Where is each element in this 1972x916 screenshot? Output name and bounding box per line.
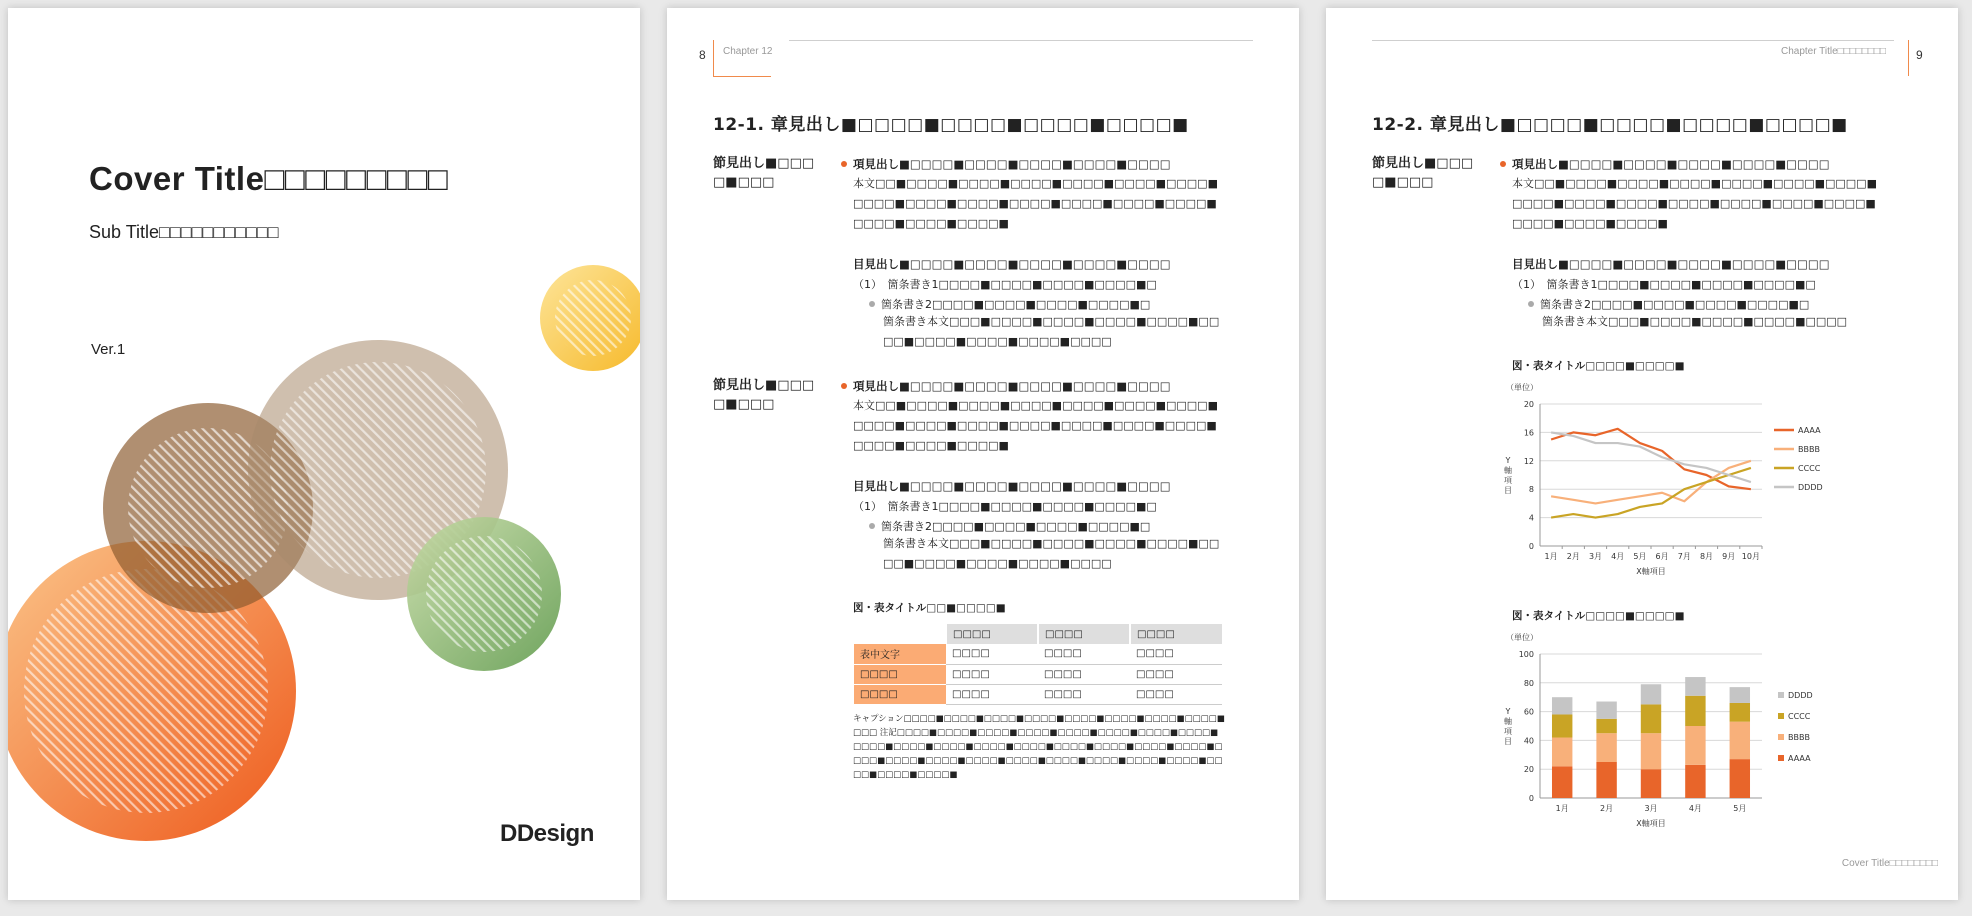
bar-segment-cccc (1641, 704, 1661, 733)
page-8 (667, 8, 1299, 900)
y-tick-label: 40 (1523, 736, 1534, 746)
legend-label: CCCC (1788, 712, 1811, 721)
table-row (854, 664, 1222, 684)
header-accent-base (713, 76, 771, 77)
list-item-numbered: （1） 箇条書き1□□□□■□□□□■□□□□■□□□□■□ (853, 500, 1157, 513)
list-body-text: 箇条書き本文□□□■□□□□■□□□□■□□□□■□□□□ (1542, 315, 1848, 328)
legend-swatch (1778, 692, 1784, 698)
section-heading: 節見出し■□□□□■□□□ (1372, 156, 1474, 190)
y-axis-label-char: 項 (1504, 476, 1512, 485)
table-caption: キャプション□□□□■□□□□■□□□□■□□□□■□□□□■□□□□■□□□□■□□□□■□□□ 注記□□□□■□□□□■□□□□■□□□□■□□□□■□□□□■□□□□■□□□□■□□□□■□□□□■□□□□■□□□□■□□□□■□□□□■□□□□■□□□□■□□□□■□□□□■□□□□■□□□□■□□□□■□□□□■□□□□■□□□□■□□□□■□□□□■□□□□■□□□□■□□□□■ (853, 714, 1225, 780)
sub-heading: 目見出し■□□□□■□□□□■□□□□■□□□□■□□□□ (853, 479, 1171, 493)
list-item-numbered: （1） 箇条書き1□□□□■□□□□■□□□□■□□□□■□ (853, 278, 1157, 291)
x-tick-label: 3月 (1588, 552, 1603, 561)
cover-page (8, 8, 640, 900)
table-header-cell: □□□□ (946, 624, 1038, 644)
legend-label: BBBB (1798, 445, 1820, 454)
stacked-bar-chart (1494, 628, 1874, 843)
data-table (853, 624, 1222, 705)
bar-segment-aaaa (1552, 766, 1572, 798)
page-number: 9 (1916, 48, 1923, 62)
x-tick-label: 3月 (1644, 804, 1658, 813)
bar-segment-cccc (1685, 696, 1705, 726)
bar-segment-dddd (1596, 702, 1616, 719)
table-row-header: □□□□ (854, 664, 946, 684)
table-cell: □□□□ (946, 664, 1038, 684)
x-tick-label: 1月 (1544, 552, 1558, 561)
header-accent-line (713, 40, 714, 76)
bar-segment-bbbb (1730, 722, 1750, 759)
chart-unit-label: （単位） (1506, 633, 1538, 642)
header-rule (789, 40, 1253, 41)
cover-title: Cover Title□□□□□□□□□ (89, 160, 449, 197)
x-tick-label: 9月 (1722, 552, 1736, 561)
legend-label: DDDD (1798, 483, 1823, 492)
table-cell: □□□□ (946, 644, 1038, 664)
table-cell: □□□□ (946, 684, 1038, 704)
table-cell: □□□□ (1038, 684, 1130, 704)
table-header-row (854, 624, 1222, 644)
legend-label: AAAA (1788, 754, 1811, 763)
table-cell: □□□□ (1038, 644, 1130, 664)
table-title: 図・表タイトル□□■□□□□■ (853, 602, 1006, 614)
bar-segment-bbbb (1552, 738, 1572, 767)
x-tick-label: 10月 (1741, 552, 1760, 561)
list-body-text: 箇条書き本文□□□■□□□□■□□□□■□□□□■□□□□■□□□□■□□□□■□□□□■□□□□■□□□□ (883, 537, 1220, 570)
bullet-dot-icon (1528, 301, 1534, 307)
sub-heading: 目見出し■□□□□■□□□□■□□□□■□□□□■□□□□ (853, 257, 1171, 271)
brand-logo: DDesign (500, 820, 594, 847)
header-rule (1372, 40, 1894, 41)
table-row (854, 644, 1222, 664)
bullet-dot-icon (841, 383, 847, 389)
legend-label: DDDD (1788, 691, 1813, 700)
x-tick-label: 4月 (1611, 552, 1625, 561)
x-tick-label: 1月 (1555, 804, 1569, 813)
section-heading: 節見出し■□□□□■□□□ (713, 156, 815, 190)
y-tick-label: 20 (1523, 400, 1534, 409)
y-tick-label: 16 (1523, 428, 1534, 438)
y-tick-label: 80 (1523, 678, 1534, 688)
y-axis-label-char: 項 (1504, 727, 1512, 736)
legend-label: BBBB (1788, 733, 1810, 742)
x-tick-label: 2月 (1566, 552, 1580, 561)
bullet-dot-icon (841, 161, 847, 167)
y-axis-label-char: Y (1505, 456, 1511, 465)
table-row-header: 表中文字 (854, 644, 946, 664)
y-tick-label: 0 (1528, 794, 1534, 803)
chapter-label: Chapter Title□□□□□□□□ (1780, 46, 1886, 57)
y-axis-label-char: 目 (1504, 486, 1512, 495)
item-heading: 項見出し■□□□□■□□□□■□□□□■□□□□■□□□□ (841, 378, 1171, 394)
table-cell: □□□□ (1130, 664, 1222, 684)
bar-segment-aaaa (1596, 762, 1616, 798)
body-text: 本文□□■□□□□■□□□□■□□□□■□□□□■□□□□■□□□□■□□□□■□□□□■□□□□■□□□□■□□□□■□□□□■□□□□■□□□□■□□□□■□□□□■ (853, 177, 1218, 230)
x-axis-label: X軸項目 (1636, 567, 1666, 576)
list-item-bulleted: 箇条書き2□□□□■□□□□■□□□□■□□□□■□ (1528, 296, 1809, 312)
x-tick-label: 5月 (1733, 804, 1747, 813)
legend-swatch (1778, 734, 1784, 740)
bar-segment-cccc (1730, 703, 1750, 722)
bar-segment-aaaa (1685, 765, 1705, 798)
sub-heading: 目見出し■□□□□■□□□□■□□□□■□□□□■□□□□ (1512, 257, 1830, 271)
bullet-dot-icon (869, 301, 875, 307)
legend-swatch (1778, 713, 1784, 719)
item-heading: 項見出し■□□□□■□□□□■□□□□■□□□□■□□□□ (841, 156, 1171, 172)
series-line-dddd (1551, 432, 1751, 482)
list-item-bulleted: 箇条書き2□□□□■□□□□■□□□□■□□□□■□ (869, 296, 1150, 312)
page-number: 8 (699, 48, 706, 62)
y-tick-label: 60 (1523, 707, 1534, 717)
bar-segment-dddd (1685, 677, 1705, 696)
chapter-heading: 12-2. 章見出し■□□□□■□□□□■□□□□■□□□□■ (1372, 115, 1848, 135)
bar-segment-bbbb (1641, 733, 1661, 769)
section-heading: 節見出し■□□□□■□□□ (713, 378, 815, 412)
cover-subtitle: Sub Title□□□□□□□□□□□ (89, 222, 279, 242)
legend-swatch (1778, 755, 1784, 761)
x-tick-label: 2月 (1600, 804, 1614, 813)
bar-segment-cccc (1596, 719, 1616, 733)
series-line-cccc (1551, 468, 1751, 518)
table-row (854, 684, 1222, 704)
cover-version: Ver.1 (91, 341, 126, 358)
x-tick-label: 8月 (1699, 552, 1714, 561)
bullet-dot-icon (1500, 161, 1506, 167)
bar-chart-title: 図・表タイトル□□□□■□□□□■ (1512, 610, 1685, 622)
footer-title: Cover Title□□□□□□□□ (1841, 858, 1938, 869)
bar-segment-aaaa (1641, 769, 1661, 798)
bar-segment-bbbb (1596, 733, 1616, 762)
table-cell: □□□□ (1038, 664, 1130, 684)
bar-segment-dddd (1641, 684, 1661, 704)
chapter-heading: 12-1. 章見出し■□□□□■□□□□■□□□□■□□□□■ (713, 115, 1189, 135)
y-tick-label: 20 (1523, 765, 1534, 775)
table-header-cell: □□□□ (1130, 624, 1222, 644)
cover-circle-yellow-stripes (555, 280, 631, 356)
bar-segment-dddd (1730, 687, 1750, 703)
y-tick-label: 4 (1528, 513, 1534, 523)
x-tick-label: 5月 (1633, 552, 1647, 561)
item-heading: 項見出し■□□□□■□□□□■□□□□■□□□□■□□□□ (1500, 156, 1830, 172)
chapter-label: Chapter 12 (723, 46, 773, 57)
y-axis-label-char: 軸 (1504, 717, 1512, 726)
legend-label: AAAA (1798, 426, 1821, 435)
y-axis-label-char: Y (1505, 707, 1511, 716)
bullet-dot-icon (869, 523, 875, 529)
body-text: 本文□□■□□□□■□□□□■□□□□■□□□□■□□□□■□□□□■□□□□■□□□□■□□□□■□□□□■□□□□■□□□□■□□□□■□□□□■□□□□■□□□□■ (1512, 177, 1877, 230)
bar-segment-dddd (1552, 697, 1572, 714)
y-tick-label: 8 (1528, 485, 1534, 495)
list-item-bulleted: 箇条書き2□□□□■□□□□■□□□□■□□□□■□ (869, 518, 1150, 534)
cover-circle-green-stripes (426, 536, 542, 652)
table-header-cell: □□□□ (1038, 624, 1130, 644)
line-chart (1494, 378, 1874, 588)
page-9 (1326, 8, 1958, 900)
list-item-numbered: （1） 箇条書き1□□□□■□□□□■□□□□■□□□□■□ (1512, 278, 1816, 291)
x-tick-label: 4月 (1688, 804, 1702, 813)
body-text: 本文□□■□□□□■□□□□■□□□□■□□□□■□□□□■□□□□■□□□□■□□□□■□□□□■□□□□■□□□□■□□□□■□□□□■□□□□■□□□□■□□□□■ (853, 399, 1218, 452)
bar-segment-aaaa (1730, 759, 1750, 798)
cover-circle-graphic (8, 8, 640, 900)
x-tick-label: 7月 (1677, 552, 1691, 561)
y-tick-label: 12 (1523, 456, 1534, 466)
table-cell: □□□□ (1130, 644, 1222, 664)
bar-segment-cccc (1552, 714, 1572, 737)
table-cell: □□□□ (1130, 684, 1222, 704)
chart-unit-label: （単位） (1506, 383, 1538, 392)
list-body-text: 箇条書き本文□□□■□□□□■□□□□■□□□□■□□□□■□□□□■□□□□■□□□□■□□□□■□□□□ (883, 315, 1220, 348)
x-axis-label: X軸項目 (1636, 819, 1666, 828)
y-tick-label: 100 (1518, 650, 1534, 659)
legend-label: CCCC (1798, 464, 1821, 473)
y-tick-label: 0 (1528, 542, 1534, 551)
line-chart-title: 図・表タイトル□□□□■□□□□■ (1512, 360, 1685, 372)
y-axis-label-char: 軸 (1504, 466, 1512, 475)
table-row-header: □□□□ (854, 684, 946, 704)
x-tick-label: 6月 (1655, 552, 1669, 561)
header-accent-line (1908, 40, 1909, 76)
y-axis-label-char: 目 (1504, 737, 1512, 746)
bar-segment-bbbb (1685, 726, 1705, 765)
